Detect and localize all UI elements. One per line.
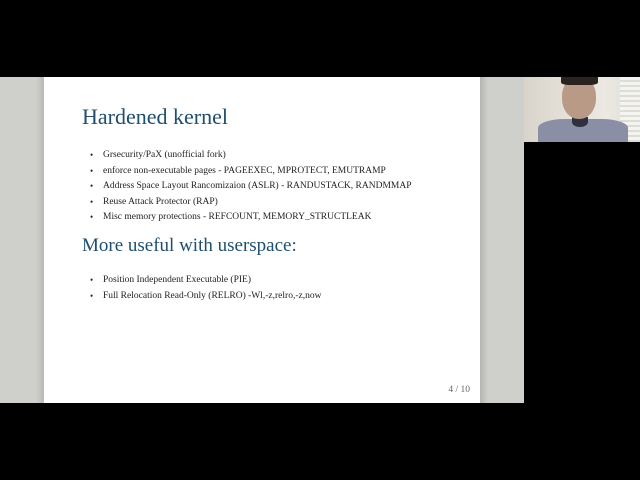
- bullet-icon: •: [90, 290, 94, 301]
- webcam-feed-icon: [524, 77, 640, 142]
- list-item: [90, 164, 412, 180]
- list-item-text: Address Space Layout Rancomizaion (ASLR) - RANDUSTACK, RANDMMAP: [103, 181, 412, 191]
- bullet-icon: •: [90, 150, 94, 160]
- userspace-list: [90, 273, 321, 304]
- bullet-icon: •: [90, 181, 94, 191]
- presenter-hair: [561, 77, 598, 85]
- list-item-text: Position Independent Executable (PIE): [103, 275, 252, 285]
- list-item: [90, 289, 321, 305]
- slide-shadow-left: [36, 77, 44, 403]
- bullet-icon: •: [90, 165, 94, 176]
- list-item-text: Misc memory protections - REFCOUNT, MEMORY_STRUCTLEAK: [103, 212, 372, 222]
- webcam-background: [524, 142, 640, 403]
- page-number: 4 / 10: [448, 385, 470, 395]
- slide-shadow-right: [480, 77, 488, 403]
- list-item: [90, 179, 412, 195]
- slide-title: Hardened kernel: [82, 104, 228, 129]
- kernel-hardening-list: [90, 148, 412, 226]
- list-item: [90, 148, 412, 164]
- presentation-stage: [0, 77, 524, 403]
- list-item-text: Full Relocation Read-Only (RELRO) -Wl,-z,relro,-z,now: [103, 290, 322, 301]
- list-item: [90, 195, 412, 211]
- list-item-text: Reuse Attack Protector (RAP): [103, 196, 218, 207]
- bullet-icon: •: [90, 275, 94, 285]
- letterbox-top: [0, 0, 640, 77]
- slide: [44, 77, 480, 403]
- bullet-icon: •: [90, 196, 94, 207]
- list-item: [90, 273, 321, 289]
- list-item-text: enforce non-executable pages - PAGEEXEC, MPROTECT, EMUTRAMP: [103, 165, 386, 176]
- list-item: [90, 210, 412, 226]
- slide-subtitle: More useful with userspace:: [82, 235, 297, 256]
- letterbox-bottom: [0, 403, 640, 480]
- list-item-text: Grsecurity/PaX (unofficial fork): [103, 150, 226, 160]
- bullet-icon: •: [90, 212, 94, 222]
